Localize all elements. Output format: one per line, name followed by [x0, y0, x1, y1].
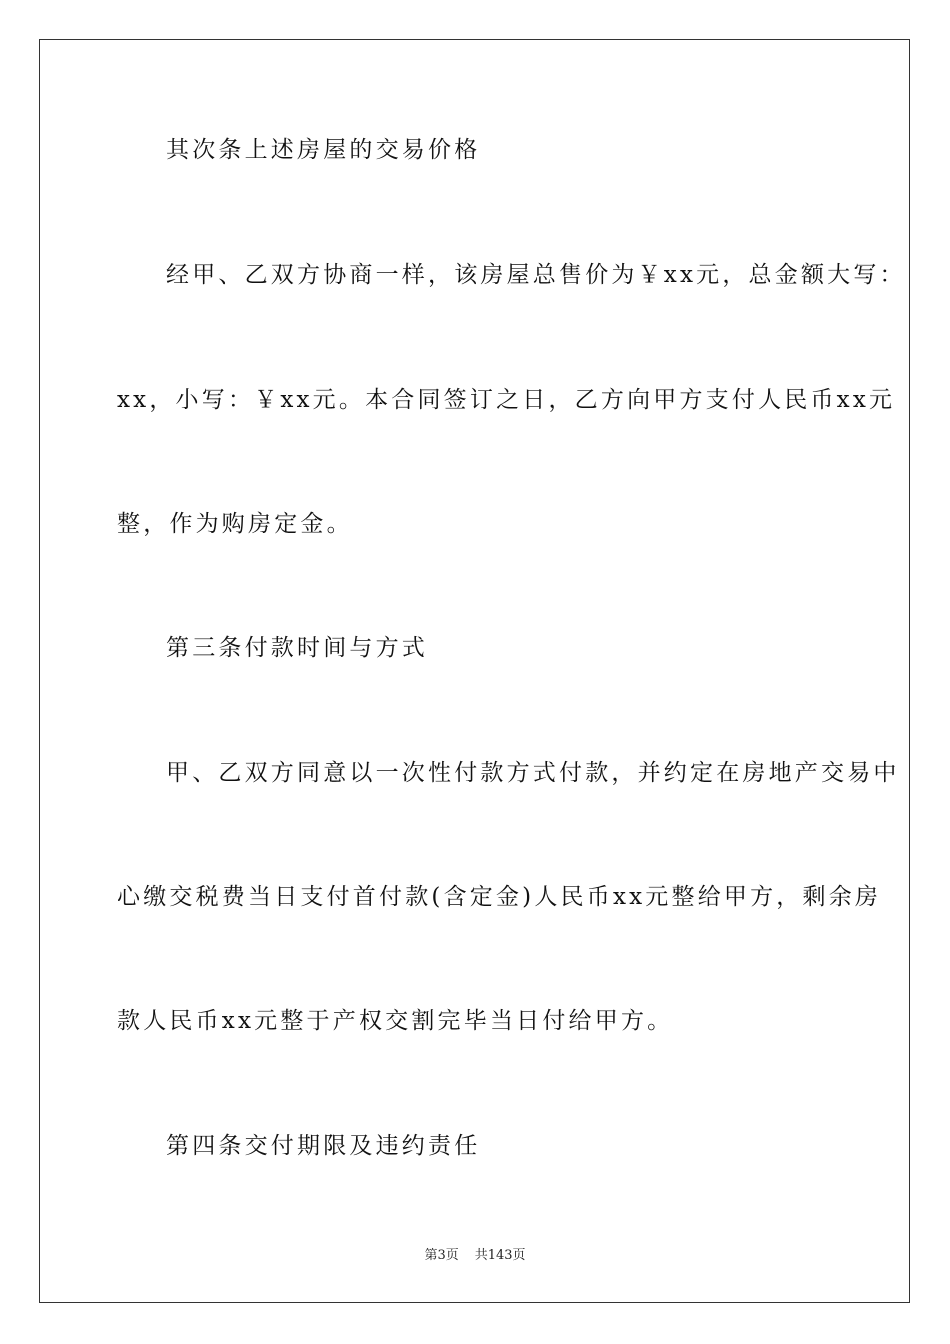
total-pages: 共143页	[474, 1248, 526, 1263]
page-footer	[0, 1247, 950, 1265]
section-heading-3: 第三条付款时间与方式	[166, 635, 428, 661]
page-border	[39, 39, 910, 1303]
paragraph-line: 甲、乙双方同意以一次性付款方式付款，并约定在房地产交易中	[166, 760, 900, 786]
section-heading-2: 其次条上述房屋的交易价格	[166, 137, 481, 163]
paragraph-line: 心缴交税费当日支付首付款(含定金)人民币xx元整给甲方，剩余房	[117, 884, 882, 910]
section-heading-4: 第四条交付期限及违约责任	[166, 1133, 481, 1159]
paragraph-line: 整，作为购房定金。	[117, 511, 353, 537]
paragraph-line: 经甲、乙双方协商一样，该房屋总售价为￥xx元，总金额大写：	[166, 262, 906, 288]
paragraph-line: xx，小写：￥xx元。本合同签订之日，乙方向甲方支付人民币xx元	[117, 387, 896, 413]
paragraph-line: 款人民币xx元整于产权交割完毕当日付给甲方。	[117, 1008, 674, 1034]
page-number: 第3页	[424, 1248, 459, 1263]
